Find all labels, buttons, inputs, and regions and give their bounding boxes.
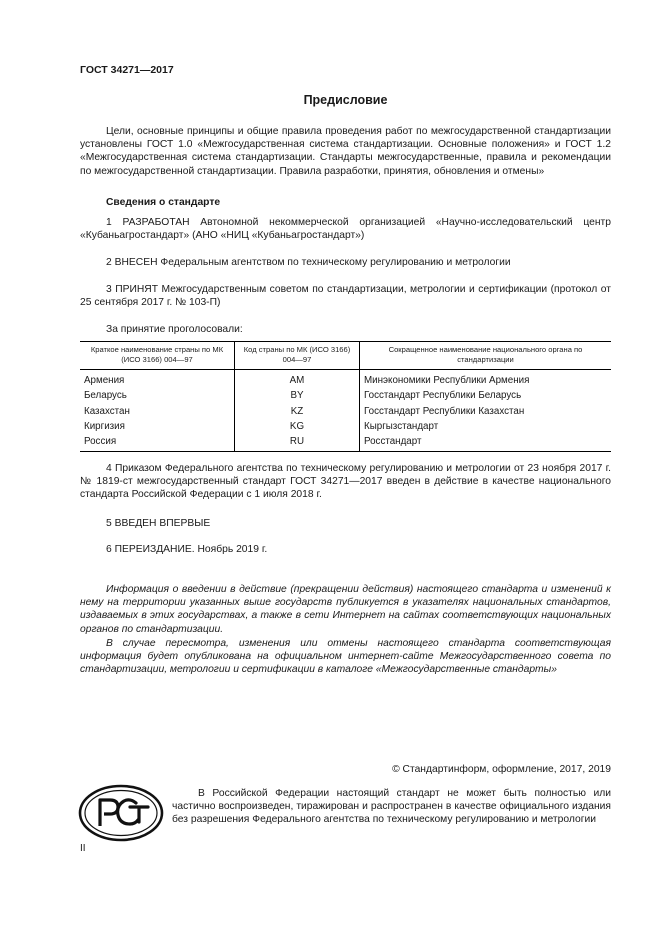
table-row <box>80 419 611 434</box>
table-row <box>80 388 611 403</box>
code-cell: KZ <box>235 404 360 419</box>
table-row <box>80 434 611 452</box>
page-title: Предисловие <box>303 93 388 107</box>
country-cell: Армения <box>84 375 125 386</box>
code-cell: RU <box>235 434 360 452</box>
table-header-row <box>80 342 611 370</box>
column-header-body: Сокращенное наименование национального органа по стандартизации <box>360 342 612 370</box>
item-developed: 1 РАЗРАБОТАН Автономной некоммерческой организацией «Научно-исследовательский центр «Кубаньагростандарт» (АНО «НИЦ «Кубаньагростандарт») <box>80 217 611 242</box>
body-cell: Минэкономики Республики Армения <box>364 375 530 386</box>
body-cell: Госстандарт Республики Беларусь <box>364 390 522 402</box>
rst-mark-icon <box>78 784 164 842</box>
info-paragraph-publication: Информация о введении в действие (прекращении действия) настоящего стандарта и изменений к нему на территории указанных выше государств публикуется в указателях национальных стандартов, издаваемых в этих государствах, а также в сети Интернет на сайтах соответствующих национальных органов по стандартизации. <box>80 584 611 635</box>
country-cell: Казахстан <box>84 405 130 417</box>
country-cell: Россия <box>80 434 235 452</box>
item-submitted: 2 ВНЕСЕН Федеральным агентством по техническому регулированию и метрологии <box>106 257 511 268</box>
country-cell: Беларусь <box>84 390 127 402</box>
code-cell: BY <box>235 388 360 403</box>
code-cell: AM <box>235 370 360 389</box>
code-cell: KG <box>235 419 360 434</box>
body-cell: Госстандарт Республики Казахстан <box>364 405 525 417</box>
section-heading: Сведения о стандарте <box>106 197 221 208</box>
copyright-line: © Стандартинформ, оформление, 2017, 2019 <box>392 764 611 775</box>
column-header-country: Краткое наименование страны по МК (ИСО 3166) 004—97 <box>80 342 235 370</box>
table-row <box>80 404 611 419</box>
rf-reproduction-notice: В Российской Федерации настоящий стандарт не может быть полностью или частично воспроизведен, тиражирован и распространен в качестве официального издания без разрешения Федерального агентства по техническому регулированию и метрологии <box>172 788 611 826</box>
item-enacted: 4 Приказом Федерального агентства по техническому регулированию и метрологии от 23 ноября 2017 г. № 1819-ст межгосударственный стандарт ГОСТ 34271—2017 введен в действие в качестве национального стандарта Российской Федерации с 1 июля 2018 г. <box>80 463 611 501</box>
item-reissue: 6 ПЕРЕИЗДАНИЕ. Ноябрь 2019 г. <box>106 544 268 555</box>
voted-label: За принятие проголосовали: <box>106 324 243 335</box>
info-paragraph-revision: В случае пересмотра, изменения или отмены настоящего стандарта соответствующая информация будет опубликована на официальном интернет-сайте Межгосударственного совета по стандартизации, метрологии и сертификации в каталоге «Межгосударственные стандарты» <box>80 638 611 676</box>
intro-paragraph: Цели, основные принципы и общие правила проведения работ по межгосударственной стандартизации установлены ГОСТ 1.0 «Межгосударственная система стандартизации. Основные положения» и ГОСТ 1.2 «Межгосударственная система стандартизации. Стандарты межгосударственные, правила и рекомендации по межгосударственной стандартизации. Правила разработки, принятия, обновления и отмены» <box>80 126 611 177</box>
table-row <box>80 370 611 389</box>
item-adopted: 3 ПРИНЯТ Межгосударственным советом по стандартизации, метрологии и сертификации (протокол от 25 сентября 2017 г. № 103-П) <box>80 284 611 309</box>
document-code-header: ГОСТ 34271—2017 <box>80 64 174 76</box>
country-cell: Киргизия <box>84 420 125 432</box>
column-header-code: Код страны по МК (ИСО 3166) 004—97 <box>235 342 360 370</box>
body-cell: Кыргызстандарт <box>364 420 439 432</box>
body-cell: Росстандарт <box>360 434 612 452</box>
item-first-introduced: 5 ВВЕДЕН ВПЕРВЫЕ <box>106 518 211 529</box>
voting-table <box>80 341 611 452</box>
page-number: II <box>80 843 86 854</box>
